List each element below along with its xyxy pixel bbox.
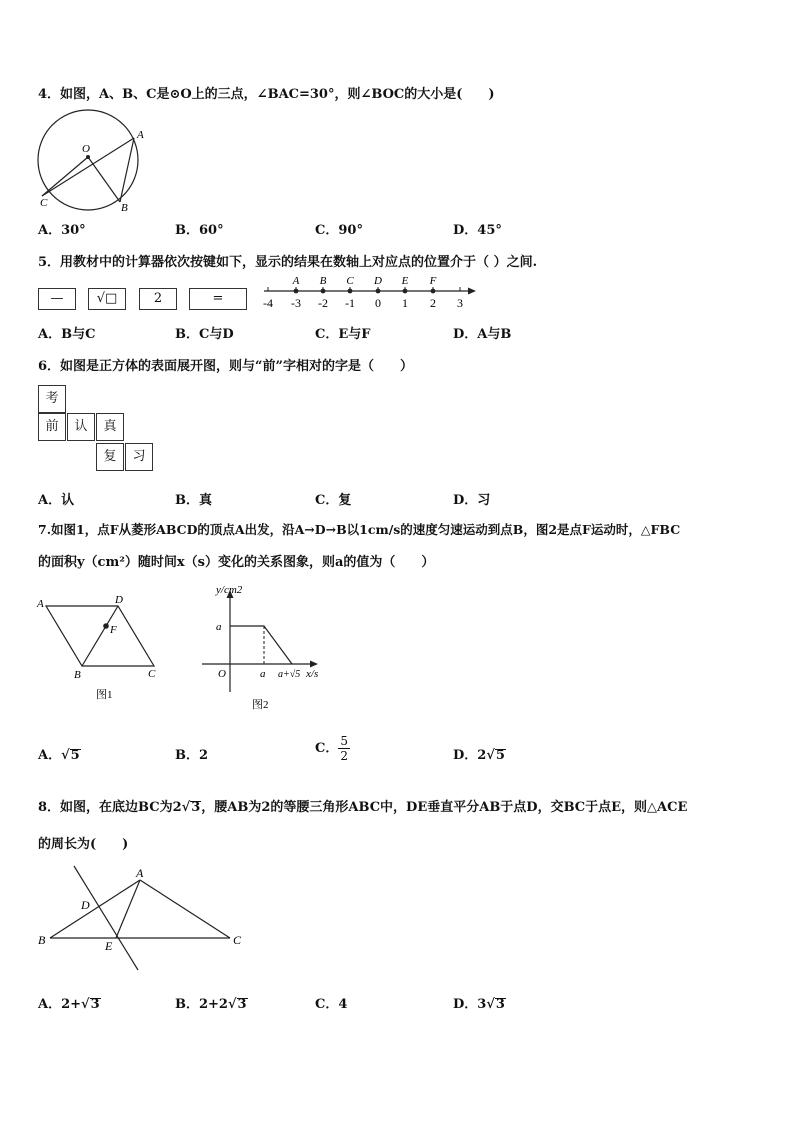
- q4-option-a[interactable]: A．30°: [38, 223, 86, 238]
- q7-graph-ylabel: y/cm2: [216, 584, 243, 596]
- q7-label-f: F: [110, 624, 117, 636]
- q8-triangle-figure: [34, 862, 250, 974]
- numberline-label-f: F: [429, 275, 437, 287]
- numberline-label-b: B: [319, 275, 327, 287]
- q5-option-b[interactable]: B．C与D: [175, 327, 234, 342]
- q4-label-o: O: [82, 143, 90, 155]
- numberline-point-e: [403, 289, 408, 294]
- q4-label-c: C: [40, 197, 48, 209]
- q7-option-d[interactable]: D．2√5: [453, 748, 505, 763]
- q6-cube-net: [38, 385, 158, 473]
- net-cell-qian: 前: [38, 413, 66, 441]
- numberline-point-b: [321, 289, 326, 294]
- net-cell-ren: 认: [67, 413, 95, 441]
- q8-label-b: B: [38, 933, 46, 947]
- tick-label-neg3: -3: [291, 296, 301, 310]
- q5-option-c[interactable]: C．E与F: [315, 327, 371, 342]
- numberline-point-c: [348, 289, 353, 294]
- q6-option-d[interactable]: D．习: [453, 493, 491, 508]
- tick-label-0: 0: [375, 296, 381, 310]
- q6-option-b[interactable]: B．真: [175, 493, 212, 508]
- q7-stem-line1: 7.如图1，点F从菱形ABCD的顶点A出发，沿A→D→B以1cm/s的速度匀速运动到点B，图2是点F运动时，△FBC: [38, 522, 681, 537]
- q4-label-b: B: [121, 202, 128, 214]
- q8-label-e: E: [105, 939, 113, 953]
- q4-circle-figure: [34, 108, 154, 214]
- tick-label-3: 3: [457, 296, 463, 310]
- q5-stem: 5．用教材中的计算器依次按键如下，显示的结果在数轴上对应点的位置介于（ ）之间.: [38, 255, 538, 270]
- tick-label-1: 1: [402, 296, 408, 310]
- q6-option-c[interactable]: C．复: [315, 493, 352, 508]
- q7-fig1-caption: 图1: [96, 689, 113, 701]
- q7-option-a[interactable]: A．√5: [38, 748, 80, 763]
- q8-stem-line2: 的周长为( ): [38, 837, 129, 852]
- q4-label-a: A: [137, 129, 144, 141]
- q7-label-b: B: [74, 669, 81, 681]
- q7-label-c: C: [148, 668, 156, 680]
- q7-graph-xlabel: x/s: [306, 668, 319, 680]
- key-two: 2: [139, 288, 177, 310]
- net-cell-kao: 考: [38, 385, 66, 413]
- q4-option-b[interactable]: B．60°: [175, 223, 224, 238]
- q6-stem: 6．如图是正方体的表面展开图，则与“前”字相对的字是（ ）: [38, 359, 414, 374]
- q8-label-c: C: [233, 933, 242, 947]
- q7-rhombus-figure: [34, 590, 166, 705]
- tick-label-neg1: -1: [345, 296, 355, 310]
- q8-option-a[interactable]: A．2+√3: [38, 997, 100, 1012]
- q7-graph-end-tick: a+√5: [278, 669, 301, 680]
- key-equals: =: [189, 288, 247, 310]
- key-minus: —: [38, 288, 76, 310]
- numberline-label-a: A: [292, 275, 300, 287]
- numberline-label-d: D: [374, 275, 382, 287]
- q7-fig2-caption: 图2: [252, 699, 269, 711]
- q7-graph-a-tick: a: [260, 668, 266, 680]
- q8-label-a: A: [136, 866, 144, 880]
- q4-option-d[interactable]: D．45°: [453, 223, 502, 238]
- numberline-label-e: E: [401, 275, 409, 287]
- numberline-point-f: [431, 289, 436, 294]
- q8-stem-line1: 8．如图，在底边BC为2√3，腰AB为2的等腰三角形ABC中，DE垂直平分AB于点D，交BC于点E，则△ACE: [38, 800, 688, 815]
- q6-option-a[interactable]: A．认: [38, 493, 75, 508]
- q5-option-a[interactable]: A．B与C: [38, 327, 96, 342]
- tick-label-neg2: -2: [318, 296, 328, 310]
- numberline-point-d: [376, 289, 381, 294]
- q8-option-b[interactable]: B．2+2√3: [175, 997, 247, 1012]
- q7-option-b[interactable]: B．2: [175, 748, 209, 763]
- q7-label-a: A: [37, 598, 44, 610]
- q7-label-d: D: [115, 594, 123, 606]
- q8-option-d[interactable]: D．3√3: [453, 997, 505, 1012]
- q7-stem-line2: 的面积y（cm²）随时间x（s）变化的关系图象，则a的值为（ ）: [38, 555, 435, 570]
- tick-label-2: 2: [430, 296, 436, 310]
- q5-option-d[interactable]: D．A与B: [453, 327, 512, 342]
- q7-option-c[interactable]: C． $\frac{5}{2}$: [315, 734, 348, 763]
- numberline-label-c: C: [346, 275, 354, 287]
- q4-stem: 4．如图，A、B、C是⊙O上的三点，∠BAC=30°，则∠BOC的大小是( ): [38, 87, 495, 102]
- key-sqrt: √□: [88, 288, 126, 310]
- q7-graph-figure: [196, 580, 330, 715]
- net-cell-xi: 习: [125, 443, 153, 471]
- q8-label-d: D: [81, 898, 90, 912]
- tick-label-neg4: -4: [263, 296, 273, 310]
- q5-number-line: [258, 272, 480, 312]
- q4-option-c[interactable]: C．90°: [315, 223, 363, 238]
- net-cell-zhen: 真: [96, 413, 124, 441]
- numberline-point-a: [294, 289, 299, 294]
- q7-graph-origin: O: [218, 668, 226, 680]
- q8-option-c[interactable]: C．4: [315, 997, 348, 1012]
- net-cell-fu: 复: [96, 443, 124, 471]
- q7-graph-a-label: a: [216, 621, 222, 633]
